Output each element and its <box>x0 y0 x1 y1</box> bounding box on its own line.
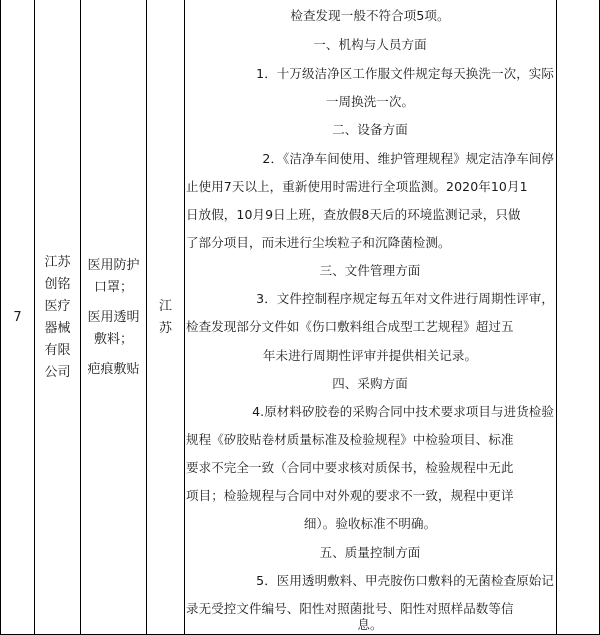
findings-summary: 检查发现一般不符合项5项。 <box>290 8 450 23</box>
product-item: 疤痕敷贴 <box>87 361 140 377</box>
finding-line: 2．《洁净车间使用、维护管理规程》规定洁净车间停 <box>262 151 554 166</box>
table-divider <box>184 0 185 635</box>
section-heading: 三、文件管理方面 <box>319 263 421 278</box>
finding-line: 项目；检验规程与合同中对外观的要求不一致，规程中更详 <box>186 488 514 503</box>
finding-line: 一周换洗一次。 <box>325 94 415 109</box>
product-item: 医用防护口罩； <box>87 257 140 295</box>
finding-line: 录无受控文件编号、阳性对照菌批号、阳性对照样品数等信 <box>186 601 514 616</box>
finding-line: 5．医用透明敷料、甲壳胺伤口敷料的无菌检查原始记 <box>256 573 554 588</box>
company-name: 江苏创铭医疗器械有限公司 <box>44 254 71 380</box>
row-number-cell <box>1 0 34 635</box>
finding-line: 止使用7天以上，重新使用时需进行全项监测。2020年10月1 <box>186 179 528 194</box>
finding-line: 3．文件控制程序规定每五年对文件进行周期性评审， <box>256 291 554 306</box>
finding-line: 细）。验收标准不明确。 <box>303 516 437 531</box>
findings-cell <box>186 0 554 635</box>
finding-line: 1．十万级洁净区工作服文件规定每天换洗一次，实际 <box>256 66 554 81</box>
section-heading: 五、质量控制方面 <box>319 545 421 560</box>
section-heading: 四、采购方面 <box>332 376 408 391</box>
row-number: 7 <box>13 310 22 325</box>
product-cell <box>81 0 146 635</box>
product-item: 医用透明敷料； <box>87 309 140 347</box>
finding-line: 息。 <box>357 617 383 632</box>
section-heading: 二、设备方面 <box>332 122 408 137</box>
finding-line: 日放假，10月9日上班，查放假8天后的环境监测记录，只做 <box>186 207 521 222</box>
finding-line: 规程《矽胶贴卷材质量标准及检验规程》中检验项目、标准 <box>186 432 514 447</box>
product-list <box>87 247 141 389</box>
finding-line: 检查发现部分文件如《伤口敷料组合成型工艺规程》超过五 <box>186 319 514 334</box>
table-divider <box>556 0 557 635</box>
finding-line: 年未进行周期性评审并提供相关记录。 <box>262 348 478 363</box>
company-cell <box>35 0 80 635</box>
finding-line: 4.原材料矽胶卷的采购合同中技术要求项目与进货检验 <box>252 404 554 419</box>
province-cell <box>147 0 184 635</box>
section-heading: 一、机构与人员方面 <box>313 37 427 52</box>
province-name: 江苏 <box>158 298 172 336</box>
finding-line: 要求不完全一致（合同中要求核对质保书，检验规程中无此 <box>186 460 514 475</box>
finding-line: 了部分项目，而未进行尘埃粒子和沉降菌检测。 <box>186 235 451 250</box>
